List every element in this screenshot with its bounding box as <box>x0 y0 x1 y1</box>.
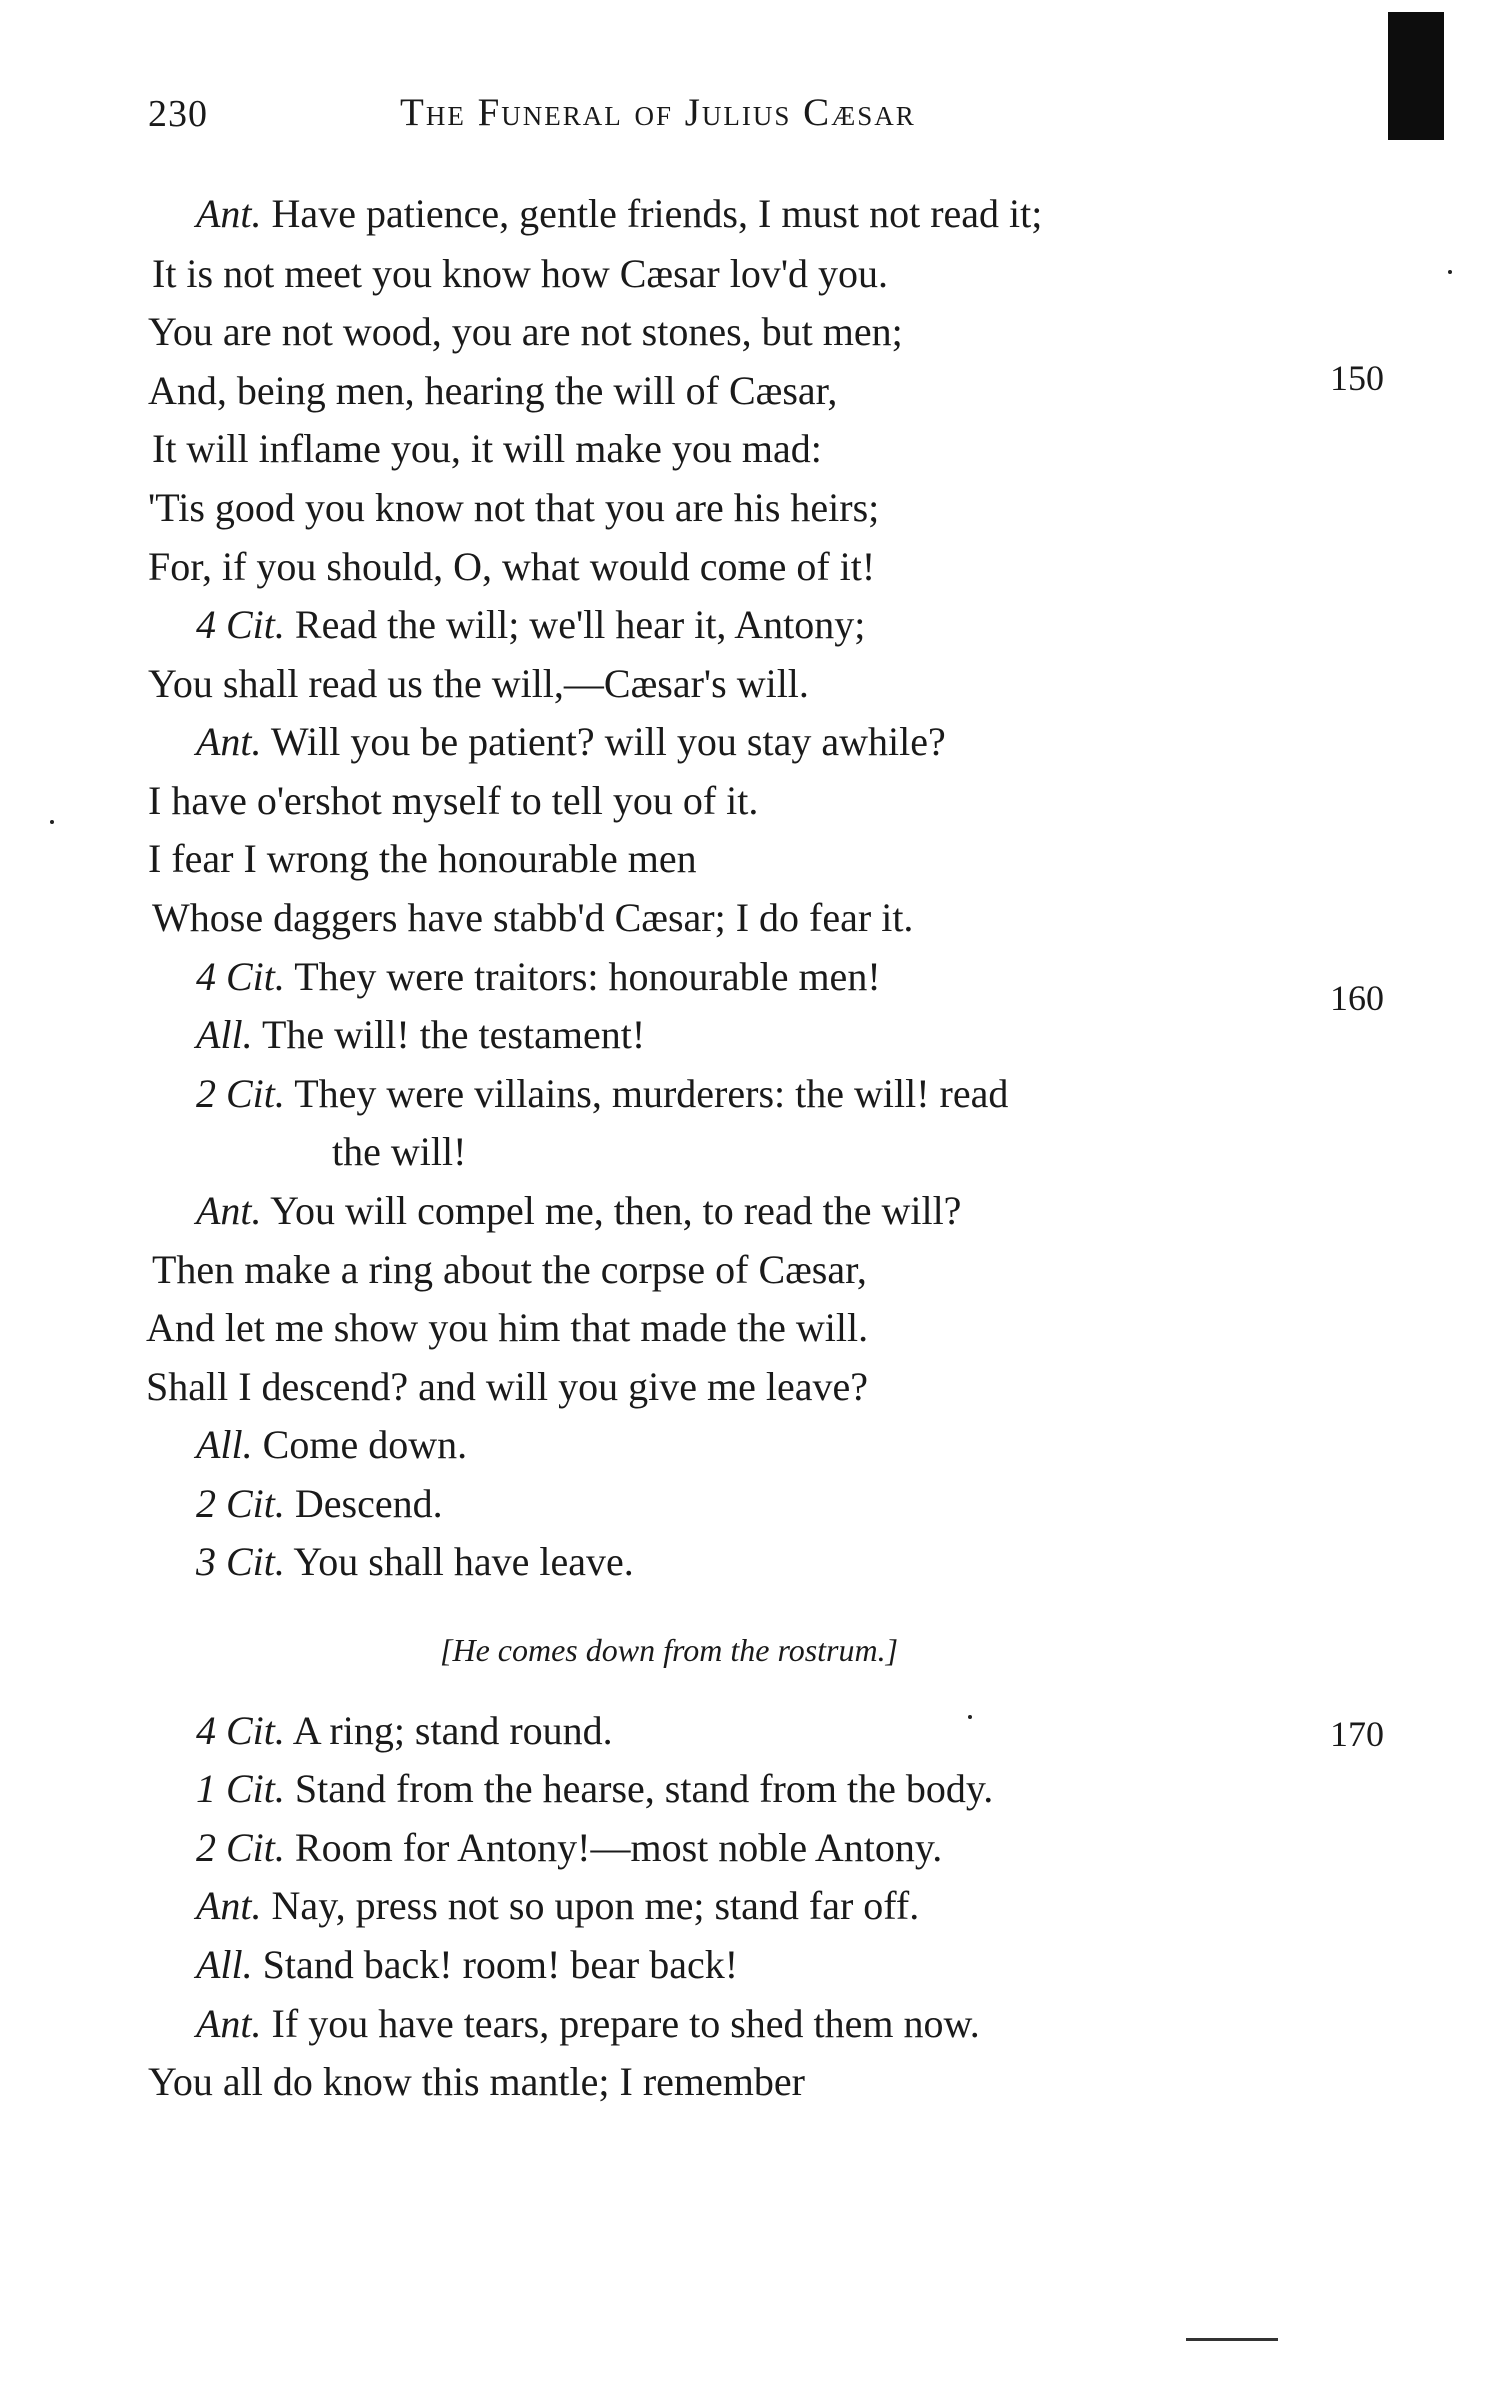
verse-line-text: You are not wood, you are not stones, but men; <box>148 309 903 354</box>
verse-line <box>332 1128 466 1176</box>
verse-line <box>196 1480 443 1528</box>
speaker-name: Ant. <box>196 719 262 764</box>
verse-line <box>196 953 881 1001</box>
verse-line-text: It is not meet you know how Cæsar lov'd you. <box>152 251 889 296</box>
verse-line-text: The will! the testament! <box>261 1012 646 1057</box>
verse-line-text: A ring; stand round. <box>292 1708 613 1753</box>
verse-line <box>148 660 809 708</box>
verse-line <box>148 308 903 356</box>
verse-line <box>196 1765 993 1813</box>
speaker-name: Ant. <box>196 1188 262 1233</box>
verse-line <box>148 777 758 825</box>
page-speck <box>1448 270 1452 274</box>
verse-line <box>196 190 1042 238</box>
verse-line <box>148 367 837 415</box>
verse-line-text: Stand from the hearse, stand from the body. <box>294 1766 994 1811</box>
verse-line-text: Have patience, gentle friends, I must not read it; <box>271 191 1043 236</box>
verse-line-text: Room for Antony!—most noble Antony. <box>294 1825 943 1870</box>
page-speck <box>968 1715 972 1719</box>
verse-line <box>196 718 946 766</box>
running-title: The Funeral of Julius Cæsar <box>400 91 916 134</box>
verse-line-text: They were traitors: honourable men! <box>294 954 881 999</box>
speaker-name: All. <box>196 1422 253 1467</box>
page-speck <box>50 820 54 824</box>
verse-line <box>196 1882 919 1930</box>
verse-line <box>196 1824 942 1872</box>
verse-line-text: Whose daggers have stabb'd Cæsar; I do fear it. <box>152 895 914 940</box>
speaker-name: 4 Cit. <box>196 954 285 999</box>
verse-line <box>152 894 913 942</box>
verse-line <box>146 1363 868 1411</box>
speaker-name: 2 Cit. <box>196 1825 285 1870</box>
verse-line-text: You all do know this mantle; I remember <box>148 2059 805 2104</box>
verse-line <box>152 250 888 298</box>
speaker-name: 1 Cit. <box>196 1766 285 1811</box>
verse-line <box>148 543 875 591</box>
verse-line-text: You shall have leave. <box>293 1539 634 1584</box>
speaker-name: All. <box>196 1012 253 1057</box>
verse-line <box>196 601 865 649</box>
verse-line <box>152 1246 867 1294</box>
verse-line-text: Then make a ring about the corpse of Cæsar, <box>152 1247 867 1292</box>
speaker-name: Ant. <box>196 2001 262 2046</box>
verse-line-text: Nay, press not so upon me; stand far off. <box>271 1883 920 1928</box>
speaker-name: 4 Cit. <box>196 602 285 647</box>
page-edge-mark <box>1388 12 1444 140</box>
speaker-name: 2 Cit. <box>196 1481 285 1526</box>
verse-line <box>148 2058 805 2106</box>
verse-line-text: For, if you should, O, what would come of it! <box>148 544 876 589</box>
verse-line <box>196 1070 1008 1118</box>
verse-line-text: I have o'ershot myself to tell you of it. <box>148 778 759 823</box>
verse-line <box>196 1707 613 1755</box>
line-number: 170 <box>1330 1714 1384 1754</box>
verse-line-text: They were villains, murderers: the will! read <box>294 1071 1009 1116</box>
verse-line-text: And let me show you him that made the will. <box>146 1305 869 1350</box>
verse-line-text: You will compel me, then, to read the will? <box>270 1188 962 1233</box>
speaker-name: All. <box>196 1942 253 1987</box>
speaker-name: 3 Cit. <box>196 1539 285 1584</box>
verse-line-text: If you have tears, prepare to shed them now. <box>271 2001 980 2046</box>
verse-line-text: Read the will; we'll hear it, Antony; <box>294 602 866 647</box>
verse-line-text: You shall read us the will,—Cæsar's will. <box>148 661 809 706</box>
verse-line-text: the will! <box>332 1129 467 1174</box>
verse-line <box>196 2000 980 2048</box>
verse-line-text: And, being men, hearing the will of Cæsar, <box>148 368 838 413</box>
line-number: 150 <box>1330 358 1384 398</box>
page-number: 230 <box>148 93 208 135</box>
verse-line <box>196 1421 467 1469</box>
speaker-name: Ant. <box>196 191 262 236</box>
verse-line <box>196 1538 634 1586</box>
verse-line-text: 'Tis good you know not that you are his heirs; <box>148 485 880 530</box>
speaker-name: 2 Cit. <box>196 1071 285 1116</box>
verse-line-text: Shall I descend? and will you give me leave? <box>146 1364 868 1409</box>
verse-line-text: Will you be patient? will you stay awhile? <box>270 719 946 764</box>
speaker-name: 4 Cit. <box>196 1708 285 1753</box>
line-number: 160 <box>1330 978 1384 1018</box>
verse-line <box>146 1304 868 1352</box>
verse-line <box>196 1187 961 1235</box>
stage-direction: [He comes down from the rostrum.] <box>440 1632 899 1668</box>
verse-line <box>148 835 697 883</box>
bottom-rule <box>1186 2338 1278 2341</box>
verse-line-text: Stand back! room! bear back! <box>262 1942 739 1987</box>
verse-line <box>196 1941 738 1989</box>
speaker-name: Ant. <box>196 1883 262 1928</box>
verse-line <box>148 484 879 532</box>
verse-line-text: I fear I wrong the honourable men <box>148 836 697 881</box>
verse-line-text: Descend. <box>294 1481 443 1526</box>
verse-line-text: It will inflame you, it will make you mad: <box>152 426 822 471</box>
verse-line-text: Come down. <box>262 1422 468 1467</box>
verse-line <box>196 1011 645 1059</box>
verse-line <box>152 425 822 473</box>
